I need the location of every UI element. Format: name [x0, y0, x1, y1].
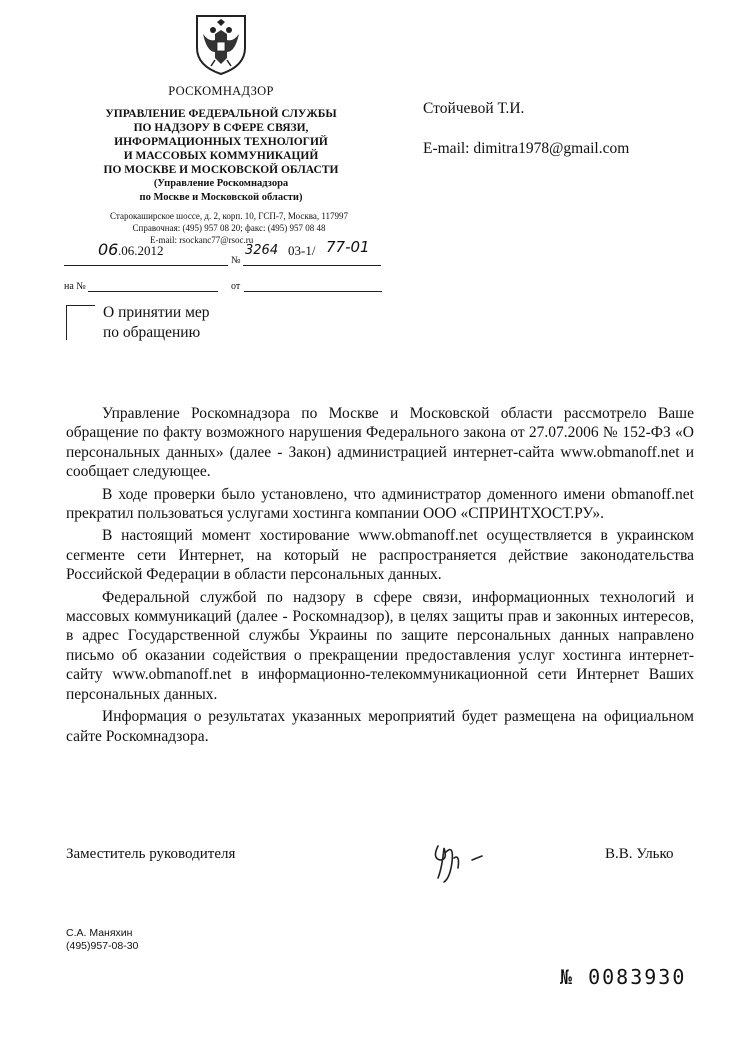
body-paragraph-2: В ходе проверки было установлено, что администратор доменного имени obmanoff.net прекратил пользоваться услугами хостинга компании ООО «СПРИНТХОСТ.РУ».: [66, 485, 694, 523]
ref-label: на №: [64, 281, 86, 292]
org-line-5: ПО МОСКВЕ И МОСКОВСКОЙ ОБЛАСТИ: [103, 164, 339, 176]
number-suffix-handwritten: 77-01: [326, 238, 370, 256]
letter-body: [66, 404, 694, 749]
phone-fax-line: Справочная: (495) 957 08 20; факс: (495) 957 08 48: [132, 223, 326, 233]
agency-name: РОСКОМНАДЗОР: [168, 84, 274, 98]
subject-line-2: по обращению: [103, 324, 201, 341]
recipient-email: E-mail: dimitra1978@gmail.com: [423, 140, 630, 157]
org-line-4: И МАССОВЫХ КОММУНИКАЦИЙ: [123, 150, 319, 162]
body-paragraph-1: Управление Роскомнадзора по Москве и Московской области рассмотрело Ваше обращение по факту возможного нарушения Федерального закона от 27.07.2006 № 152-ФЗ «О персональных данных» (далее - Закон) администрацией интернет-сайта www.obmanoff.net и сообщает следующее.: [66, 405, 694, 481]
date-printed: .06.2012: [118, 243, 164, 258]
handwritten-signature: [428, 838, 492, 886]
org-line-2: ПО НАДЗОРУ В СФЕРЕ СВЯЗИ,: [133, 122, 309, 134]
number-handwritten: 3264: [245, 243, 279, 258]
signatory-position: Заместитель руководителя: [66, 846, 236, 862]
subject-bracket: [66, 305, 95, 340]
body-paragraph-5: Информация о результатах указанных мероприятий будет размещена на официальном сайте Роскомнадзора.: [66, 708, 694, 745]
executor-name: С.А. Маняхин: [66, 927, 133, 939]
org-line-1: УПРАВЛЕНИЕ ФЕДЕРАЛЬНОЙ СЛУЖБЫ: [105, 108, 337, 120]
subject-line-1: О принятии мер: [103, 304, 210, 321]
coat-of-arms-emblem: [193, 12, 249, 76]
org-line-3: ИНФОРМАЦИОННЫХ ТЕХНОЛОГИЙ: [114, 136, 328, 148]
body-paragraph-3: В настоящий момент хостирование www.obmanoff.net осуществляется в украинском сегменте сети Интернет, на который не распространяется действие законодательства Российской Федерации в области персональных данных.: [66, 527, 694, 584]
address-line: Старокаширское шоссе, д. 2, корп. 10, ГСП-7, Москва, 117997: [110, 211, 348, 221]
org-line-7: по Москве и Московской области): [139, 192, 303, 203]
org-line-6: (Управление Роскомнадзора: [153, 178, 289, 189]
body-paragraph-4: Федеральной службой по надзору в сфере связи, информационных технологий и массовых коммуникаций (далее - Роскомнадзор), в целях защиты прав и законных интересов, в адрес Государственной службы Украины по защите персональных данных направлено письмо об оказании содействия о прекращении предоставления услуг хостинга интернет-сайту www.obmanoff.net в информационно-телекоммуникационной сети Интернет Ваших персональных данных.: [66, 588, 694, 703]
recipient-name: Стойчевой Т.И.: [423, 100, 525, 117]
executor-phone: (495)957-08-30: [66, 940, 139, 952]
date-day-handwritten: 06: [98, 240, 119, 259]
document-serial-number: № 0083930: [560, 965, 687, 989]
number-label: №: [231, 255, 241, 266]
ref-from-label: от: [231, 281, 241, 292]
signatory-name: В.В. Улько: [605, 846, 674, 862]
email-line: E-mail: rsockanc77@rsoc.ru: [150, 235, 254, 245]
number-printed: 03-1/: [288, 243, 316, 258]
